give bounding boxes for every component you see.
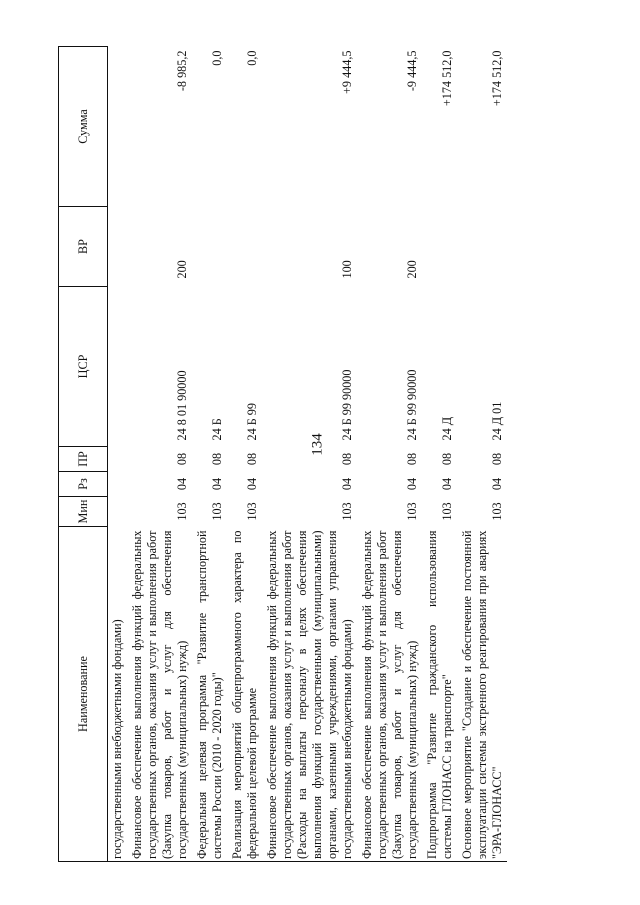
budget-table: [58, 46, 507, 862]
table-row: [108, 47, 128, 862]
row-rz: 04: [340, 477, 354, 491]
row-csr: 24 8 01 90000: [175, 370, 189, 441]
table-row: [262, 47, 357, 862]
row-name: государственными внебюджетными фондами): [108, 527, 128, 862]
row-vr: 200: [405, 260, 419, 279]
row-sum: -9 444,5: [405, 50, 419, 92]
row-sum: +174 512,0: [490, 50, 504, 107]
row-pr: 08: [440, 452, 454, 466]
row-min: 103: [245, 502, 259, 521]
row-pr: 08: [245, 452, 259, 466]
row-min: 103: [440, 502, 454, 521]
header-vr: ВР: [59, 207, 108, 287]
row-csr: 24 Б 99 90000: [340, 369, 354, 441]
row-name: Подпрограмма "Развитие гражданского использования системы ГЛОНАСС на транспорте": [422, 527, 457, 862]
row-pr: 08: [175, 452, 189, 466]
row-min: 103: [405, 502, 419, 521]
row-sum: [108, 47, 128, 207]
row-csr: 24 Б 99: [245, 403, 259, 441]
row-pr: 08: [340, 452, 354, 466]
row-rz: [108, 472, 128, 497]
header-rz: Рз: [59, 472, 108, 497]
table-row: [357, 47, 422, 862]
row-vr: [457, 207, 507, 287]
row-min: 103: [175, 502, 189, 521]
header-sum: Сумма: [59, 47, 108, 207]
row-rz: 04: [245, 477, 259, 491]
row-csr: 24 Б 99 90000: [405, 369, 419, 441]
row-name: Финансовое обеспечение выполнения функций федеральных государственных органов, оказания услуг и выполнения работ (Закупка товаров, работ и услуг для обеспечения государственных (муниципальных) нужд): [127, 527, 192, 862]
row-csr: [108, 287, 128, 447]
row-name: Финансовое обеспечение выполнения функций федеральных государственных органов, оказания услуг и выполнения работ (Закупка товаров, работ и услуг для обеспечения государственных (муниципальных) нужд): [357, 527, 422, 862]
row-vr: 100: [340, 260, 354, 279]
row-rz: 04: [405, 477, 419, 491]
row-min: 103: [340, 502, 354, 521]
row-vr: [422, 207, 457, 287]
row-pr: 08: [405, 452, 419, 466]
row-rz: 04: [175, 477, 189, 491]
row-sum: 0,0: [210, 50, 224, 66]
table-row: [192, 47, 227, 862]
row-rz: 04: [440, 477, 454, 491]
header-name: Наименование: [59, 527, 108, 862]
row-csr: 24 Д 01: [490, 401, 504, 441]
row-name: Основное мероприятие "Создание и обеспечение постоянной эксплуатации системы экстренного реагирования при авариях "ЭРА-ГЛОНАСС": [457, 527, 507, 862]
rotated-page-content: [58, 47, 590, 862]
row-vr: [108, 207, 128, 287]
row-name: Реализация мероприятий общепрограммного характера по федеральной целевой программе: [227, 527, 262, 862]
row-vr: [227, 207, 262, 287]
row-rz: 04: [210, 477, 224, 491]
header-pr: ПР: [59, 447, 108, 472]
row-name: Финансовое обеспечение выполнения функций федеральных государственных органов, оказания услуг и выполнения работ (Расходы на выплаты персоналу в целях обеспечения выполнения функций государственными (муниципальными) органами, казенными учреждениями, органами управления государственными внебюджетными фондами): [262, 527, 357, 862]
row-sum: -8 985,2: [175, 50, 189, 92]
row-sum: +9 444,5: [340, 50, 354, 94]
row-vr: 200: [175, 260, 189, 279]
row-min: [108, 497, 128, 527]
row-pr: 08: [490, 452, 504, 466]
header-min: Мин: [59, 497, 108, 527]
row-pr: 08: [210, 452, 224, 466]
table-row: [422, 47, 457, 862]
table-row: [457, 47, 507, 862]
row-csr: 24 Д: [440, 416, 454, 441]
row-rz: 04: [490, 477, 504, 491]
table-row: [227, 47, 262, 862]
page-number: 134: [309, 433, 326, 456]
row-csr: 24 Б: [210, 418, 224, 441]
row-min: 103: [490, 502, 504, 521]
header-csr: ЦСР: [59, 287, 108, 447]
table-header-row: [59, 47, 108, 862]
row-min: 103: [210, 502, 224, 521]
row-sum: +174 512,0: [440, 50, 454, 107]
table-row: [127, 47, 192, 862]
row-pr: [108, 447, 128, 472]
row-vr: [192, 207, 227, 287]
row-name: Федеральная целевая программа "Развитие транспортной системы России (2010 - 2020 годы)": [192, 527, 227, 862]
row-sum: 0,0: [245, 50, 259, 66]
